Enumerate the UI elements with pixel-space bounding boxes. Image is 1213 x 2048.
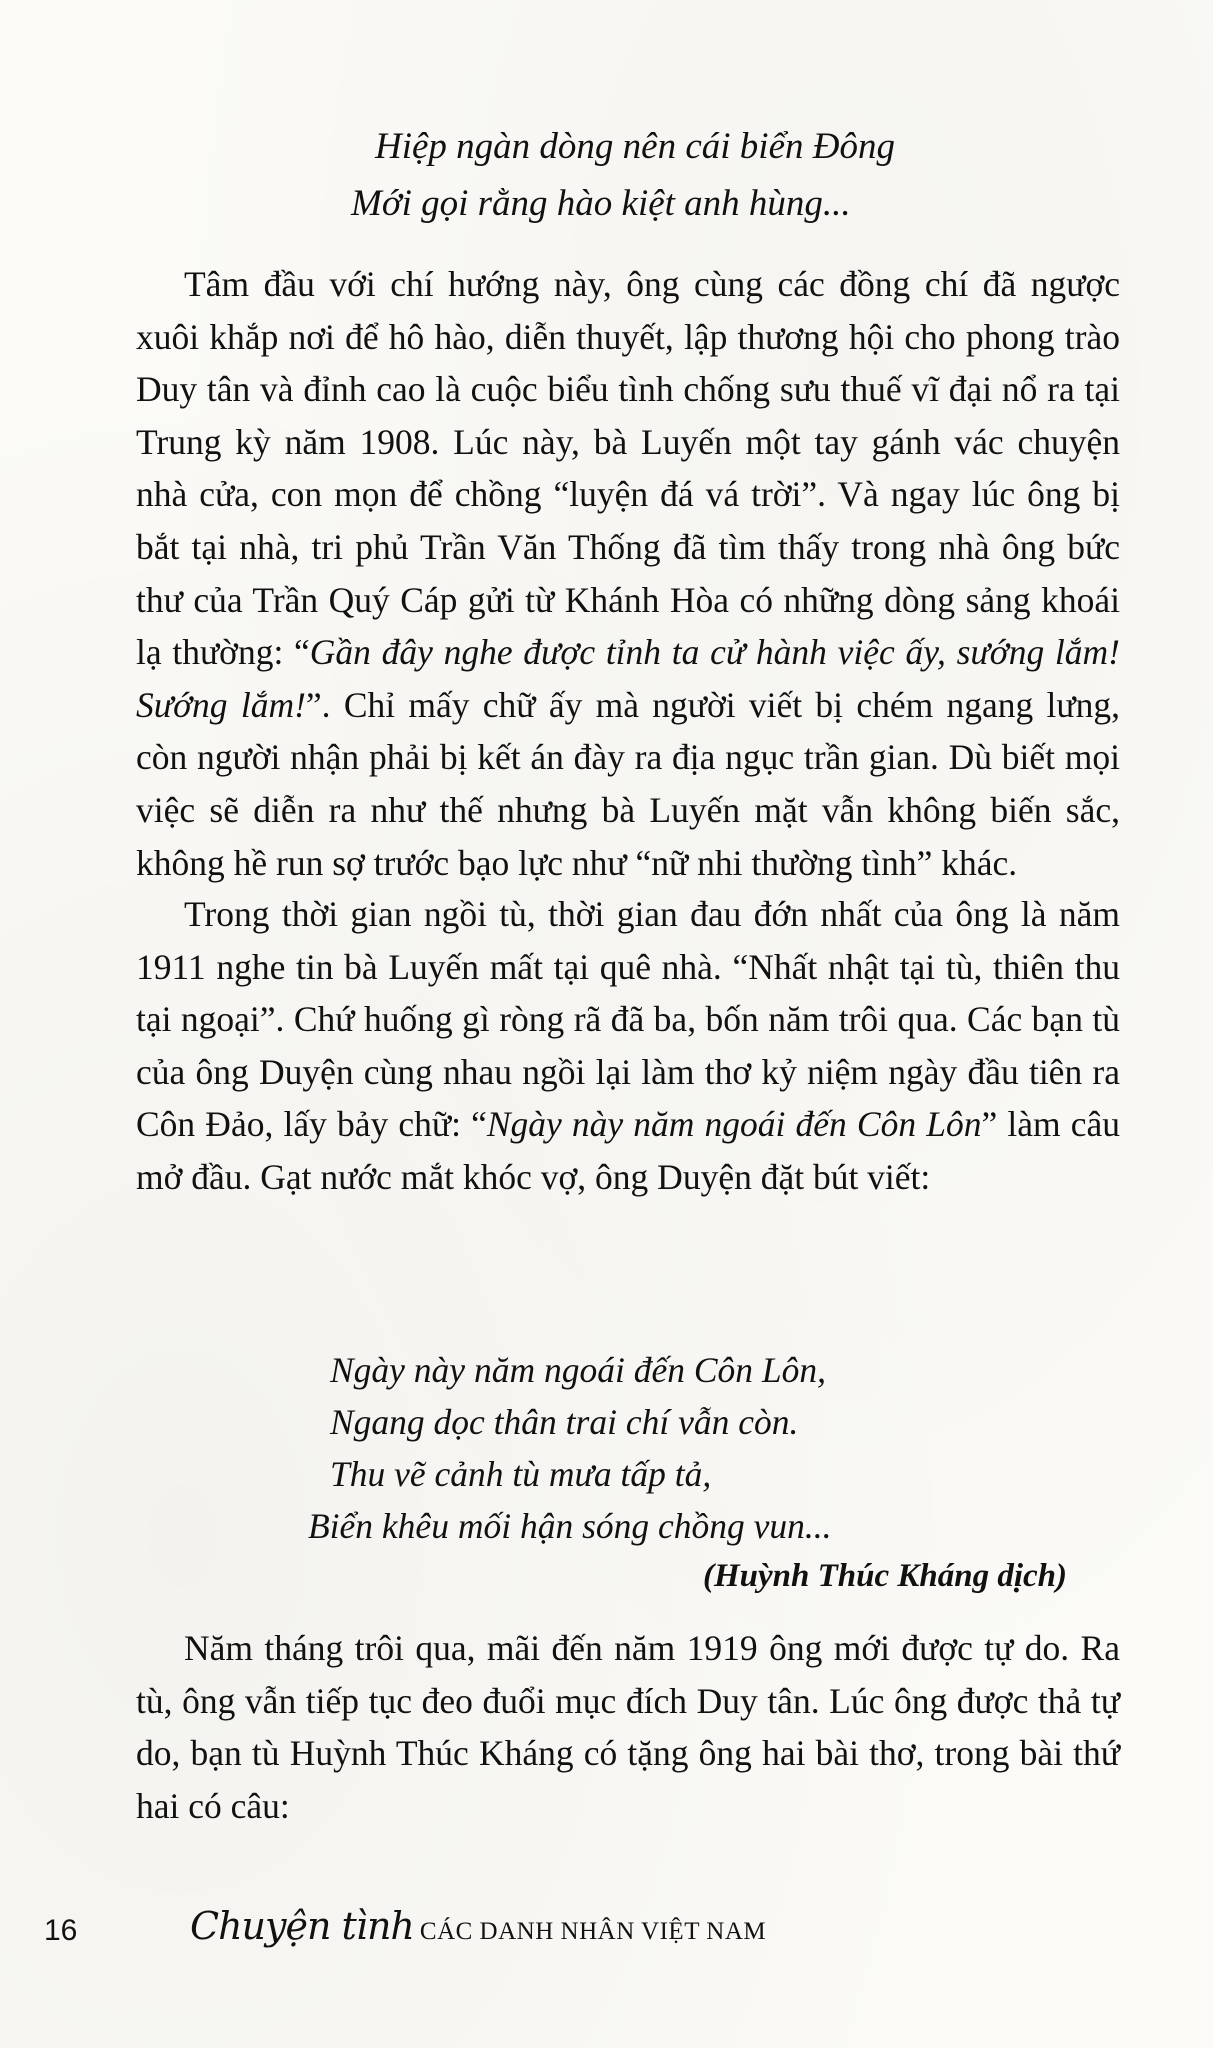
paragraph-3: [136, 1622, 1120, 1832]
verse-line: Mới gọi rằng hào kiệt anh hùng...: [351, 183, 851, 224]
page-footer: [0, 1900, 1213, 1960]
quoted-letter: Gần đây nghe được tỉnh ta cử hành việc ấy, sướng lắm! Sướng lắm!: [136, 632, 1120, 725]
book-title: [190, 1904, 766, 1948]
page-number: 16: [44, 1914, 78, 1947]
paragraph-text: Tâm đầu với chí hướng này, ông cùng các đồng chí đã ngược xuôi khắp nơi để hô hào, diễn thuyết, lập thương hội cho phong trào Duy tân và đỉnh cao là cuộc biểu tình chống sưu thuế vĩ đại nổ ra tại Trung kỳ năm 1908. Lúc này, bà Luyến một tay gánh vác chuyện nhà cửa, con mọn để chồng “luyện đá vá trời”. Và ngay lúc ông bị bắt tại nhà, tri phủ Trần Văn Thống đã tìm thấy trong nhà ông bức thư của Trần Quý Cáp gửi từ Khánh Hòa có những dòng sảng khoái lạ thường: “: [136, 264, 1120, 673]
book-title-caps: CÁC DANH NHÂN VIỆT NAM: [419, 1918, 767, 1945]
book-title-script: Chuyện tình: [190, 1904, 414, 1948]
poem-line: Biển khêu mối hận sóng chồng vun...: [308, 1506, 832, 1546]
translation-credit: (Huỳnh Thúc Kháng dịch): [703, 1558, 1067, 1594]
verse-line: Hiệp ngàn dòng nên cái biển Đông: [375, 126, 895, 167]
paragraph-text: Năm tháng trôi qua, mãi đến năm 1919 ông mới được tự do. Ra tù, ông vẫn tiếp tục đeo đuổi mục đích Duy tân. Lúc ông được thả tự do, bạn tù Huỳnh Thúc Kháng có tặng ông hai bài thơ, trong bài thứ hai có câu:: [136, 1628, 1120, 1826]
quoted-verse: Ngày này năm ngoái đến Côn Lôn: [486, 1104, 982, 1145]
paragraph-text: ”. Chỉ mấy chữ ấy mà người viết bị chém ngang lưng, còn người nhận phải bị kết án đày ra địa ngục trần gian. Dù biết mọi việc sẽ diễn ra như thế nhưng bà Luyến mặt vẫn không biến sắc, không hề run sợ trước bạo lực như “nữ nhi thường tình” khác.: [136, 684, 1121, 883]
poem-line: Ngang dọc thân trai chí vẫn còn.: [330, 1402, 799, 1442]
paragraph-2: [136, 888, 1120, 1204]
paragraph-1: [136, 258, 1120, 889]
poem-line: Thu vẽ cảnh tù mưa tấp tả,: [330, 1454, 712, 1494]
paragraph-text: ” làm câu mở đầu. Gạt nước mắt khóc vợ, ông Duyện đặt bút viết:: [136, 1104, 1120, 1197]
paragraph-text: Trong thời gian ngồi tù, thời gian đau đớn nhất của ông là năm 1911 nghe tin bà Luyến mất tại quê nhà. “Nhất nhật tại tù, thiên thu tại ngoại”. Chứ huống gì ròng rã đã ba, bốn năm trôi qua. Các bạn tù của ông Duyện cùng nhau ngồi lại làm thơ kỷ niệm ngày đầu tiên ra Côn Đảo, lấy bảy chữ: “: [136, 894, 1120, 1145]
poem-line: Ngày này năm ngoái đến Côn Lôn,: [330, 1350, 826, 1390]
